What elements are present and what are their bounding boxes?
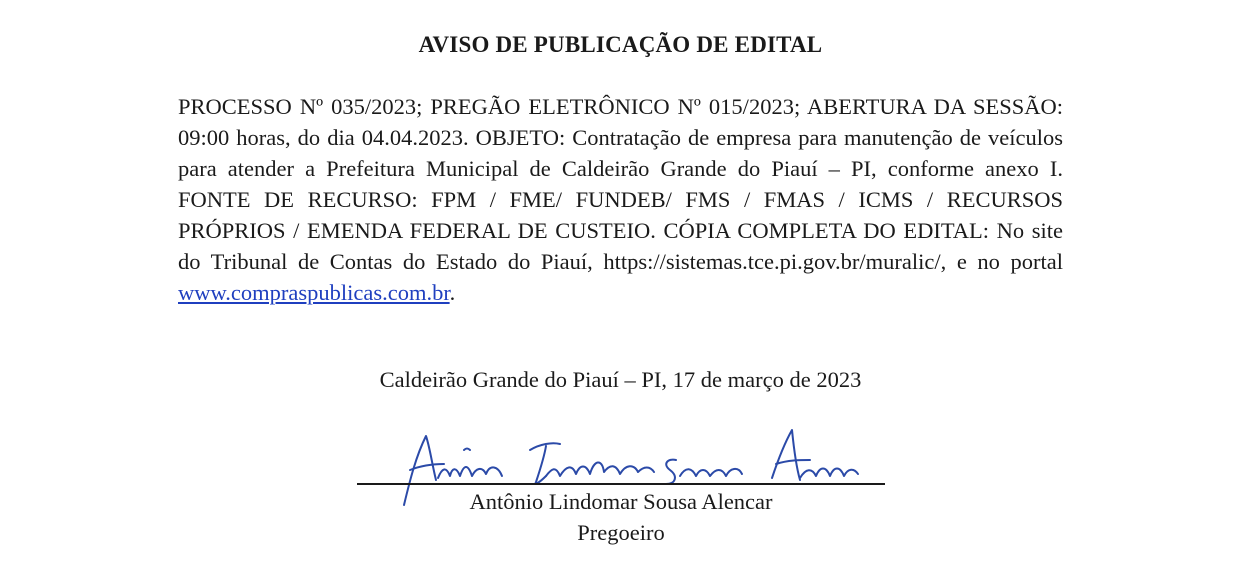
signer-name: Antônio Lindomar Sousa Alencar xyxy=(469,489,773,514)
notice-title: AVISO DE PUBLICAÇÃO DE EDITAL xyxy=(418,32,823,57)
notice-body-text: PROCESSO Nº 035/2023; PREGÃO ELETRÔNICO Nº 015/2023; ABERTURA DA SESSÃO: 09:00 horas, do dia 04.04.2023. OBJETO: Contratação de empresa para manutenção de veículos para atender a Prefeitura Municipal de Caldeirão Grande do Piauí – PI, conforme anexo I. FONTE DE RECURSO: FPM / FME/ FUNDEB/ FMS / FMAS / ICMS / RECURSOS PRÓPRIOS / EMENDA FEDERAL DE CUSTEIO. CÓPIA COMPLETA DO EDITAL: No site do Tribunal de Contas do Estado do Piauí, https://sistemas.tce.pi.gov.br/muralic/, e no portal xyxy=(178,94,1063,274)
signer-role: Pregoeiro xyxy=(577,520,665,545)
notice-body-end: . xyxy=(449,280,456,305)
signature-block xyxy=(355,420,887,550)
notice-body xyxy=(178,91,1063,308)
portal-link[interactable]: www.compraspublicas.com.br xyxy=(178,280,450,305)
signature-line xyxy=(357,483,885,485)
place-date: Caldeirão Grande do Piauí – PI, 17 de março de 2023 xyxy=(379,367,862,392)
